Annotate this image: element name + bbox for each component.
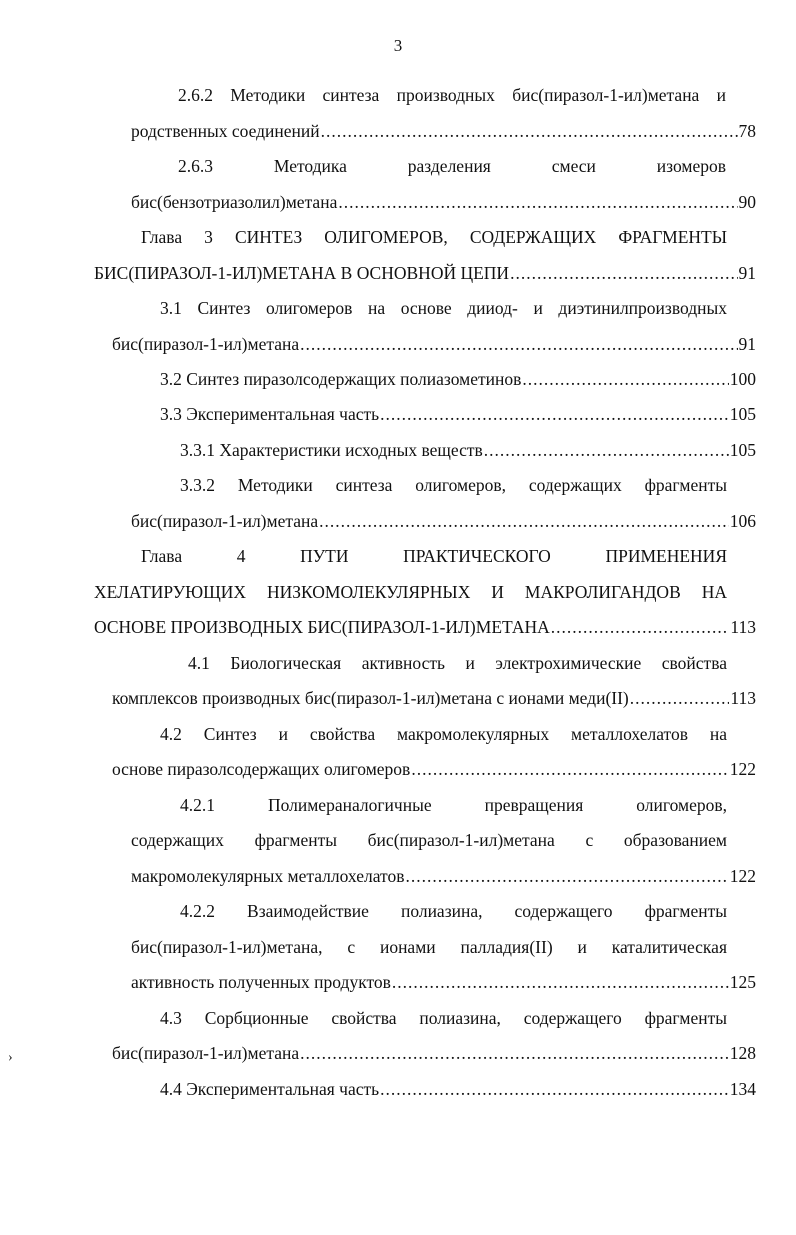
toc-entry-4-2-1-cont (131, 861, 756, 891)
toc-entry-4-3-cont (112, 1038, 756, 1068)
toc-chapter-3: Глава 3 СИНТЕЗ ОЛИГОМЕРОВ, СОДЕРЖАЩИХ ФРАГМЕНТЫ (141, 227, 727, 247)
toc-entry-4-2-1: 4.2.1 Полимераналогичные превращения олигомеров, (180, 795, 727, 815)
toc-entry-4-2: 4.2 Синтез и свойства макромолекулярных металлохелатов на (160, 724, 727, 744)
toc-entry-text: 3.3.1 Характеристики исходных веществ (180, 440, 483, 460)
toc-entry-2-6-2-cont (131, 116, 756, 146)
toc-page-number: 113 (730, 617, 756, 637)
toc-entry-4-2-1-line2: содержащих фрагменты бис(пиразол-1-ил)метана с образованием (131, 830, 727, 850)
toc-page-number: 125 (729, 972, 756, 992)
page-number: 3 (393, 36, 403, 55)
toc-entry-2-6-2: 2.6.2 Методики синтеза производных бис(пиразол-1-ил)метана и (178, 85, 726, 105)
toc-page-number: 78 (738, 121, 756, 141)
toc-page-number: 106 (729, 511, 756, 531)
toc-entry-3-2 (160, 364, 756, 394)
toc-chapter-4-line2: ХЕЛАТИРУЮЩИХ НИЗКОМОЛЕКУЛЯРНЫХ И МАКРОЛИГАНДОВ НА (94, 582, 727, 602)
toc-page-number: 122 (729, 759, 756, 779)
toc-page-number: 134 (729, 1079, 756, 1099)
margin-mark: › (8, 1050, 13, 1065)
toc-chapter-4: Глава 4 ПУТИ ПРАКТИЧЕСКОГО ПРИМЕНЕНИЯ (141, 546, 727, 566)
toc-entry-2-6-3-cont (131, 187, 756, 217)
toc-chapter-4-cont (94, 612, 756, 642)
toc-page-number: 113 (730, 688, 756, 708)
toc-entry-text: 3.2 Синтез пиразолсодержащих полиазометинов (160, 369, 522, 389)
toc-entry-4-2-2-line2: бис(пиразол-1-ил)метана, с ионами палладия(II) и каталитическая (131, 937, 727, 957)
toc-entry-3-3 (160, 399, 756, 429)
toc-entry-text: бис(пиразол-1-ил)метана (112, 334, 300, 354)
toc-entry-text: 3.3 Экспериментальная часть (160, 404, 380, 424)
toc-page-number: 90 (738, 192, 756, 212)
toc-page-number: 100 (729, 369, 756, 389)
toc-entry-3-1-cont (112, 329, 756, 359)
toc-entry-text: ОСНОВЕ ПРОИЗВОДНЫХ БИС(ПИРАЗОЛ-1-ИЛ)МЕТАНА (94, 617, 550, 637)
toc-entry-3-3-2-cont (131, 506, 756, 536)
toc-entry-2-6-3: 2.6.3 Методика разделения смеси изомеров (178, 156, 726, 176)
toc-page-number: 105 (729, 440, 756, 460)
toc-entry-text: бис(пиразол-1-ил)метана (131, 511, 319, 531)
toc-entry-4-4 (160, 1074, 756, 1104)
toc-entry-text: 4.4 Экспериментальная часть (160, 1079, 380, 1099)
toc-entry-text: бис(пиразол-1-ил)метана (112, 1043, 300, 1063)
toc-page-number: 122 (729, 866, 756, 886)
toc-entry-text: основе пиразолсодержащих олигомеров (112, 759, 411, 779)
toc-chapter-3-cont (94, 258, 756, 288)
toc-entry-4-2-2-cont (131, 967, 756, 997)
toc-entry-4-2-cont (112, 754, 756, 784)
toc-page-number: 91 (738, 263, 756, 283)
toc-entry-text: родственных соединений (131, 121, 320, 141)
toc-page-number: 91 (738, 334, 756, 354)
toc-entry-3-3-1 (180, 435, 756, 465)
toc-entry-4-2-2: 4.2.2 Взаимодействие полиазина, содержащего фрагменты (180, 901, 727, 921)
toc-entry-3-1: 3.1 Синтез олигомеров на основе дииод- и диэтинилпроизводных (160, 298, 727, 318)
toc-page-number: 105 (729, 404, 756, 424)
toc-entry-text: макромолекулярных металлохелатов (131, 866, 405, 886)
toc-entry-4-1-cont (112, 683, 756, 713)
toc-entry-3-3-2: 3.3.2 Методики синтеза олигомеров, содержащих фрагменты (180, 475, 727, 495)
toc-entry-text: бис(бензотриазолил)метана (131, 192, 338, 212)
toc-entry-text: активность полученных продуктов (131, 972, 391, 992)
toc-entry-4-1: 4.1 Биологическая активность и электрохимические свойства (188, 653, 727, 673)
toc-page-number: 128 (729, 1043, 756, 1063)
toc-entry-text: комплексов производных бис(пиразол-1-ил)метана с ионами меди(II) (112, 688, 629, 708)
toc-entry-text: БИС(ПИРАЗОЛ-1-ИЛ)МЕТАНА В ОСНОВНОЙ ЦЕПИ (94, 263, 510, 283)
toc-entry-4-3: 4.3 Сорбционные свойства полиазина, содержащего фрагменты (160, 1008, 727, 1028)
